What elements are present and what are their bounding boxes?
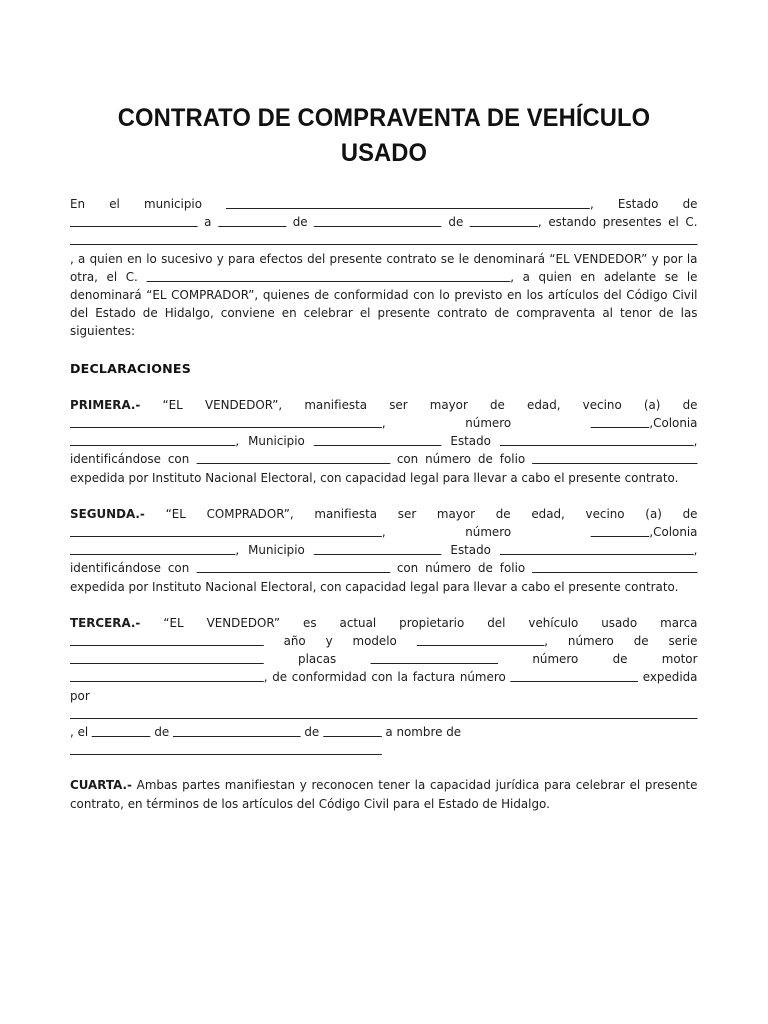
blank-segunda-identificacion[interactable] <box>196 561 390 574</box>
clause-label-cuarta: CUARTA.- <box>70 777 132 793</box>
blank-anio[interactable] <box>470 215 538 228</box>
paragraph-tercera <box>70 614 697 760</box>
blank-primera-folio[interactable] <box>532 452 697 465</box>
blank-segunda-numero[interactable] <box>591 524 650 537</box>
blank-tercera-placas[interactable] <box>371 652 499 665</box>
segunda-text-2: , número <box>381 524 591 540</box>
tercera-text-5: número de motor <box>498 651 698 667</box>
spacer-before-declaraciones <box>70 341 698 360</box>
blank-tercera-factura[interactable] <box>510 670 638 683</box>
blank-primera-domicilio[interactable] <box>70 415 382 428</box>
paragraph-intro <box>70 195 697 341</box>
blank-primera-identificacion[interactable] <box>196 452 390 465</box>
intro-text-4: de <box>286 214 315 230</box>
primera-text-2: , número <box>381 415 591 431</box>
blank-mes[interactable] <box>314 215 442 228</box>
blank-primera-municipio[interactable] <box>314 434 442 447</box>
section-heading-declaraciones: DECLARACIONES <box>70 360 191 376</box>
intro-text-1: En el municipio <box>70 196 227 211</box>
intro-text-8: , a quien en adelante se le denominará “EL COMPRADOR”, quienes de conformidad con lo previsto en los artículos del Código Civil del Estado de Hidalgo, conviene en celebrar el presente contrato de compraventa al tenor de las siguientes: <box>70 268 698 339</box>
clause-label-primera: PRIMERA.- <box>70 396 141 412</box>
segunda-text-3: ,Colonia <box>649 524 698 540</box>
spacer-after-primera <box>70 487 698 505</box>
blank-tercera-numero-motor[interactable] <box>70 670 264 683</box>
segunda-text-4: , Municipio <box>235 542 314 558</box>
blank-primera-numero[interactable] <box>591 415 650 428</box>
tercera-text-10: de <box>150 724 174 740</box>
tercera-text-4: placas <box>263 651 371 667</box>
clause-label-segunda: SEGUNDA.- <box>70 505 145 521</box>
primera-text-8: expedida por Instituto Nacional Electoral, con capacidad legal para llevar a cabo el presente contrato. <box>70 469 679 485</box>
tercera-text-1: “EL VENDEDOR” es actual propietario del vehículo usado marca <box>140 614 698 630</box>
primera-text-4: , Municipio <box>235 433 314 449</box>
blank-dia[interactable] <box>218 215 286 228</box>
paragraph-cuarta <box>70 776 697 812</box>
blank-tercera-dia[interactable] <box>92 725 151 738</box>
blank-tercera-numero-serie[interactable] <box>70 652 264 665</box>
intro-text-3: a <box>197 214 219 230</box>
blank-comprador-nombre[interactable] <box>146 269 510 282</box>
intro-text-2: , Estado de <box>589 196 698 211</box>
spacer-after-title <box>70 171 698 195</box>
primera-text-5: Estado <box>441 433 500 449</box>
segunda-text-6: , identificándose con <box>70 542 698 576</box>
blank-segunda-colonia[interactable] <box>70 543 235 556</box>
tercera-text-8: por <box>70 687 90 703</box>
blank-tercera-mes[interactable] <box>173 725 301 738</box>
tercera-text-9: , el <box>70 724 92 740</box>
page-title: CONTRATO DE COMPRAVENTA DE VEHÍCULO USADO <box>117 104 651 167</box>
primera-text-6: , identificándose con <box>70 433 698 467</box>
paragraph-primera <box>70 396 697 487</box>
blank-tercera-anio-modelo[interactable] <box>417 633 545 646</box>
segunda-text-5: Estado <box>441 542 500 558</box>
primera-text-1: “EL VENDEDOR”, manifiesta ser mayor de edad, vecino (a) de <box>140 396 698 412</box>
intro-text-5: de <box>441 214 470 230</box>
segunda-text-8: expedida por Instituto Nacional Electoral, con capacidad legal para llevar a cabo el presente contrato. <box>70 578 679 594</box>
tercera-text-3: , número de serie <box>544 633 698 649</box>
blank-tercera-expedida-por[interactable] <box>70 706 697 719</box>
cuarta-text-1: Ambas partes manifiestan y reconocen tener la capacidad jurídica para celebrar el presente contrato, en términos de los artículos del Código Civil para el Estado de Hidalgo. <box>70 777 698 811</box>
document-content <box>70 0 698 813</box>
segunda-text-1: “EL COMPRADOR”, manifiesta ser mayor de edad, vecino (a) de <box>144 505 698 521</box>
blank-vendedor-nombre[interactable] <box>70 233 697 246</box>
paragraph-segunda <box>70 505 697 596</box>
blank-primera-estado[interactable] <box>500 434 694 447</box>
spacer-after-tercera <box>70 759 698 776</box>
segunda-text-7: con número de folio <box>389 560 533 576</box>
blank-estado[interactable] <box>70 215 198 228</box>
tercera-text-6: , de conformidad con la factura número <box>263 669 511 685</box>
spacer-after-declaraciones <box>70 378 698 396</box>
intro-text-6: , estando presentes el C. <box>537 214 698 230</box>
blank-municipio[interactable] <box>226 196 590 209</box>
blank-segunda-estado[interactable] <box>500 543 694 556</box>
blank-segunda-municipio[interactable] <box>314 543 442 556</box>
blank-segunda-folio[interactable] <box>532 561 697 574</box>
tercera-text-2: año y modelo <box>263 633 417 649</box>
primera-text-3: ,Colonia <box>649 415 698 431</box>
clause-label-tercera: TERCERA.- <box>70 614 141 630</box>
tercera-text-12: a nombre de <box>381 724 462 740</box>
intro-text-7: , a quien en lo sucesivo y para efectos del presente contrato se le denominará “EL VENDEDOR” y por la otra, el C. <box>70 250 698 284</box>
blank-tercera-marca[interactable] <box>70 633 264 646</box>
blank-tercera-a-nombre-de[interactable] <box>70 743 382 756</box>
blank-primera-colonia[interactable] <box>70 434 235 447</box>
tercera-text-11: de <box>300 724 324 740</box>
primera-text-7: con número de folio <box>389 451 533 467</box>
blank-tercera-anio[interactable] <box>323 725 382 738</box>
tercera-nombre-line <box>70 741 697 759</box>
tercera-text-7: expedida <box>638 669 698 685</box>
blank-segunda-domicilio[interactable] <box>70 524 382 537</box>
spacer-after-segunda <box>70 596 698 614</box>
